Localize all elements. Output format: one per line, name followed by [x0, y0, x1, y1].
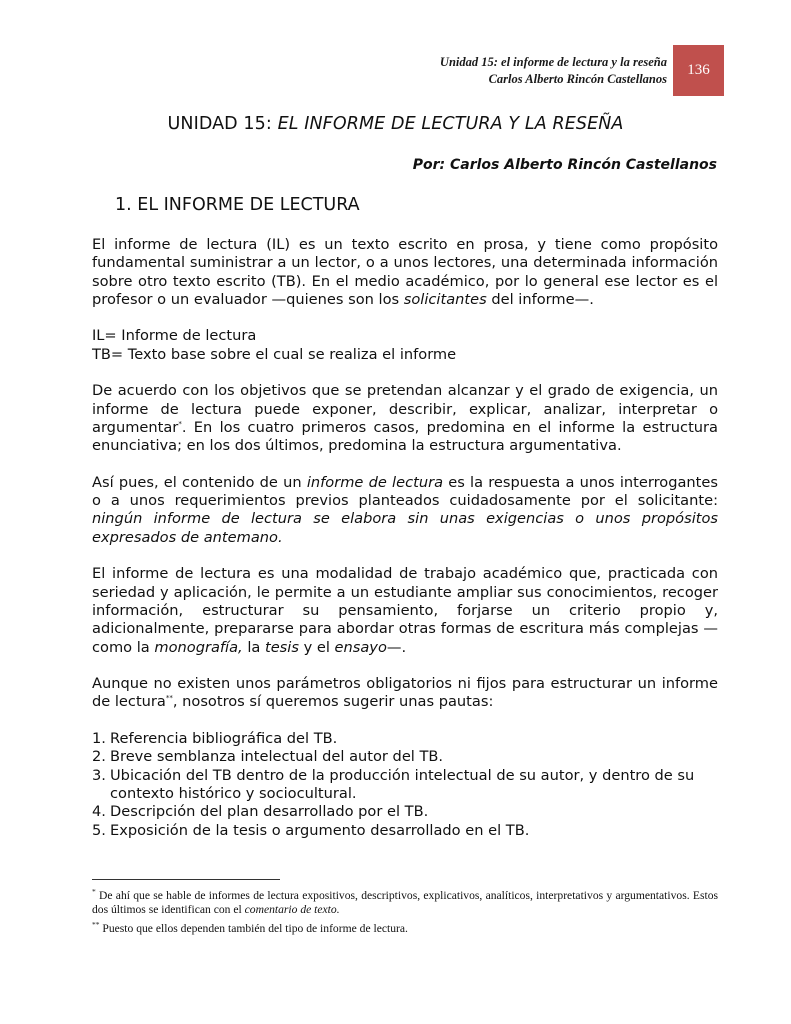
running-header	[440, 54, 667, 88]
p4-monografia: monografía,	[154, 638, 243, 656]
list-item-text: Descripción del plan desarrollado por el TB.	[110, 803, 429, 821]
p1-text: El informe de lectura (IL) es un texto escrito en prosa, y tiene como propósito fundamental suministrar a un lector, o a unos lectores, una determinada información sobre otro texto escrito (TB). En el medio académico, por lo general ese lector es el profesor o un evaluador —quienes son los	[92, 236, 718, 308]
p4-ensayo: ensayo	[334, 638, 387, 656]
list-item-number: 4.	[92, 803, 106, 821]
body-text	[92, 236, 718, 840]
list-item-text: Exposición de la tesis o argumento desarrollado en el TB.	[110, 821, 530, 839]
footnote-1-italic: comentario de texto.	[244, 903, 340, 917]
footnotes	[92, 885, 718, 936]
paragraph-5	[92, 675, 718, 712]
list-item	[92, 822, 718, 840]
footnote-2-mark: **	[92, 919, 100, 929]
footnote-1-mark: *	[92, 887, 96, 896]
p3-d: ningún informe de lectura se elabora sin unas exigencias o unos propósitos expresados de antemano.	[92, 510, 718, 546]
abbreviations	[92, 327, 718, 364]
footnote-ref-1[interactable]: *	[178, 420, 182, 429]
list-item-text: Ubicación del TB dentro de la producción intelectual de su autor, y dentro de su contexto histórico y sociocultural.	[110, 766, 695, 802]
footnote-1-text: De ahí que se hable de informes de lectura expositivos, descriptivos, explicativos, analíticos, interpretativos y argumentativos. Estos dos últimos se identifican con el	[92, 888, 718, 917]
footnote-1	[92, 885, 718, 918]
p3-a: Así pues, el contenido de un	[92, 473, 307, 491]
paragraph-2	[92, 382, 718, 455]
p1-end: del informe—.	[486, 290, 594, 308]
list-item	[92, 748, 718, 766]
p5-text: Aunque no existen unos parámetros obligatorios ni fijos para estructurar un informe de lectura	[92, 675, 718, 711]
page-number-box	[673, 45, 724, 96]
p4-a: El informe de lectura es una modalidad de trabajo académico que, practicada con seriedad y aplicación, le permite a un estudiante ampliar sus conocimientos, recoger información, estructurar su pensamiento, forjarse un criterio propio y, adicionalmente, prepararse para abordar otras formas de escritura más complejas —como la	[92, 565, 718, 656]
p2-text: De acuerdo con los objetivos que se pretendan alcanzar y el grado de exigencia, un informe de lectura puede exponer, describir, explicar, analizar, interpretar o argumentar	[92, 382, 718, 436]
list-item-text: Breve semblanza intelectual del autor del TB.	[110, 748, 444, 766]
p2-end: . En los cuatro primeros casos, predomina en el informe la estructura enunciativa; en los dos últimos, predomina la estructura argumentativa.	[92, 418, 718, 455]
list-item-text: Referencia bibliográfica del TB.	[110, 730, 338, 748]
abbrev-tb: TB= Texto base sobre el cual se realiza el informe	[92, 345, 457, 363]
list-item	[92, 730, 718, 748]
p3-b: informe de lectura	[306, 473, 444, 491]
p4-tesis: tesis	[264, 638, 299, 656]
list-item-number: 1.	[92, 730, 106, 748]
p1-italic: solicitantes	[403, 290, 487, 308]
unit-title	[0, 114, 791, 134]
list-item-number: 2.	[92, 748, 106, 766]
footnote-divider	[92, 879, 280, 880]
p4-d: —.	[386, 638, 407, 656]
paragraph-4	[92, 565, 718, 656]
unit-title-italic: EL INFORME DE LECTURA Y LA RESEÑA	[277, 114, 624, 134]
footnote-2-text: Puesto que ellos dependen también del tipo de informe de lectura.	[99, 921, 408, 935]
page-number: 136	[687, 62, 710, 78]
list-item-number: 3.	[92, 766, 106, 784]
p3-c: es la respuesta a unos interrogantes o a unos requerimientos previos planteados cuidadosamente por el solicitante:	[92, 473, 718, 510]
p4-b: la	[242, 638, 265, 656]
guidelines-list	[92, 730, 718, 840]
author-line: Por: Carlos Alberto Rincón Castellanos	[412, 157, 717, 173]
paragraph-3	[92, 474, 718, 547]
list-item-number: 5.	[92, 821, 106, 839]
unit-title-prefix: UNIDAD 15:	[167, 114, 278, 134]
section-title: 1. EL INFORME DE LECTURA	[115, 195, 360, 215]
abbrev-il: IL= Informe de lectura	[92, 327, 257, 345]
running-header-title: Unidad 15: el informe de lectura y la reseña	[439, 55, 667, 69]
footnote-ref-2[interactable]: **	[165, 694, 173, 703]
paragraph-1	[92, 236, 718, 309]
footnote-2	[92, 918, 718, 936]
running-header-author: Carlos Alberto Rincón Castellanos	[488, 72, 667, 86]
list-item	[92, 803, 718, 821]
p4-c: y el	[298, 638, 335, 656]
p5-end: , nosotros sí queremos sugerir unas pautas:	[172, 693, 494, 711]
list-item	[92, 767, 718, 804]
